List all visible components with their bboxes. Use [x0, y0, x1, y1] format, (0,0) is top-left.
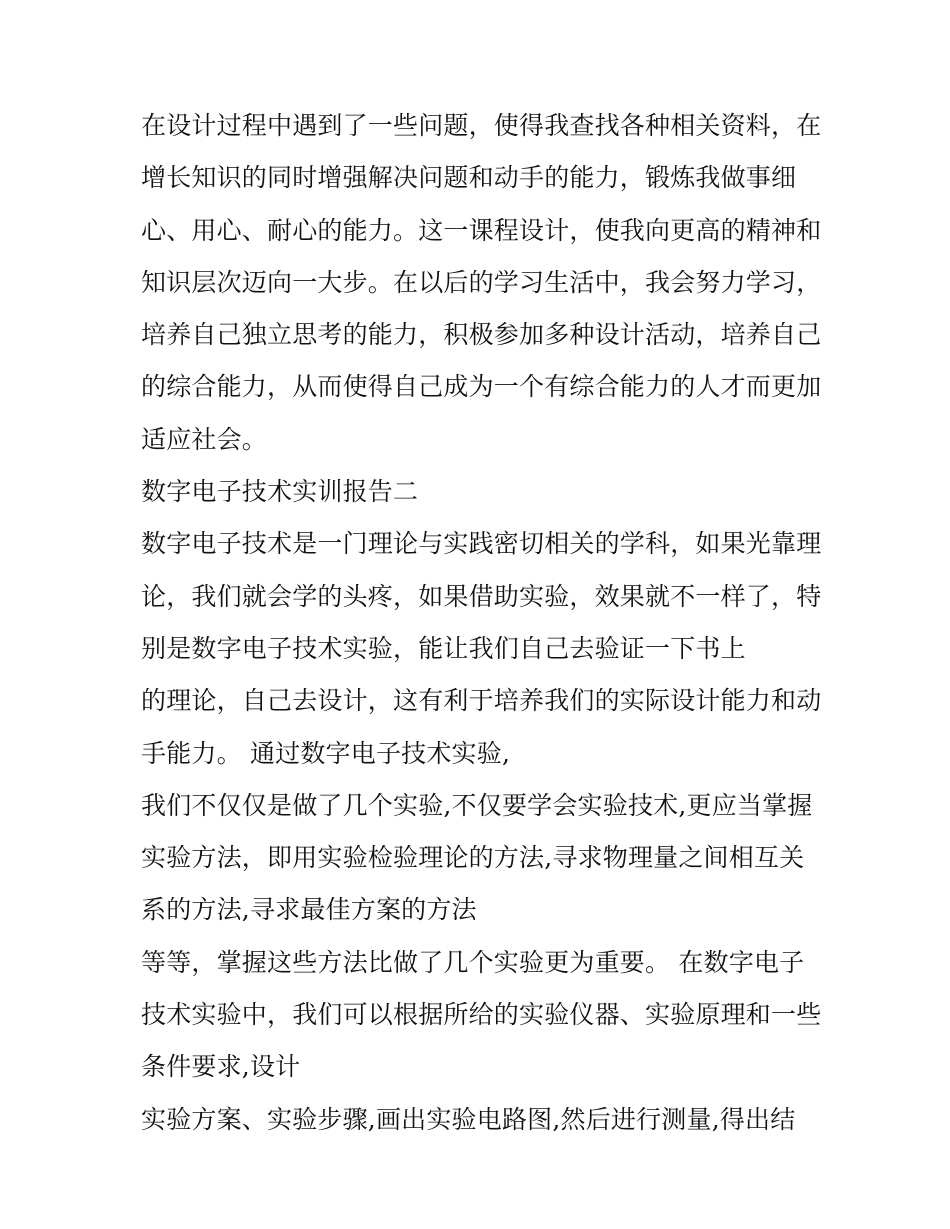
text-line: 技术实验中，我们可以根据所给的实验仪器、实验原理和一些 — [141, 1000, 821, 1030]
text-line: 的理论，自己去设计，这有利于培养我们的实际设计能力和动 — [141, 686, 821, 716]
text-line: 等等，掌握这些方法比做了几个实验更为重要。 在数字电子 — [141, 947, 805, 977]
text-line: 条件要求,设计 — [141, 1052, 301, 1082]
text-line: 实验方案、实验步骤,画出实验电路图,然后进行测量,得出结 — [141, 1104, 796, 1134]
text-line: 手能力。 通过数字电子技术实验, — [141, 738, 511, 768]
text-line: 论，我们就会学的头疼，如果借助实验，效果就不一样了，特 — [141, 581, 821, 611]
text-line: 在设计过程中遇到了一些问题，使得我查找各种相关资料，在 — [141, 111, 821, 140]
text-line: 系的方法,寻求最佳方案的方法 — [141, 895, 477, 925]
text-line: 知识层次迈向一大步。在以后的学习生活中，我会努力学习， — [141, 267, 821, 297]
text-line: 的综合能力，从而使得自己成为一个有综合能力的人才而更加 — [141, 372, 821, 402]
text-line: 别是数字电子技术实验，能让我们自己去验证一下书上 — [141, 633, 746, 663]
text-line: 数字电子技术是一门理论与实践密切相关的学科，如果光靠理 — [141, 529, 821, 559]
text-line: 增长知识的同时增强解决问题和动手的能力，锻炼我做事细 — [141, 163, 797, 193]
text-line: 心、用心、耐心的能力。这一课程设计，使我向更高的精神和 — [141, 215, 821, 245]
text-line: 我们不仅仅是做了几个实验,不仅要学会实验技术,更应当掌握 — [141, 790, 813, 820]
document-body — [141, 100, 821, 1146]
text-line: 培养自己独立思考的能力，积极参加多种设计活动，培养自己 — [141, 320, 821, 350]
text-line: 适应社会。 — [141, 424, 268, 454]
text-line: 实验方法，即用实验检验理论的方法,寻求物理量之间相互关 — [141, 843, 805, 873]
section-heading: 数字电子技术实训报告二 — [141, 477, 419, 507]
